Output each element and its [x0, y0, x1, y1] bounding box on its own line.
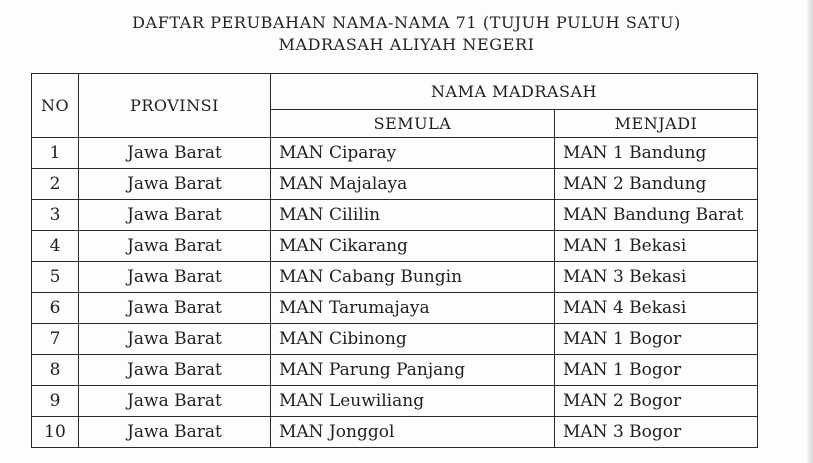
cell-semula: MAN Parung Panjang — [271, 355, 555, 386]
header-no: NO — [32, 74, 79, 138]
cell-provinsi: Jawa Barat — [79, 386, 271, 417]
document-title-line2: MADRASAH ALIYAH NEGERI — [278, 35, 535, 54]
cell-menjadi: MAN 1 Bogor — [555, 355, 758, 386]
cell-menjadi: MAN Bandung Barat — [555, 200, 758, 231]
cell-provinsi: Jawa Barat — [79, 417, 271, 448]
table-row — [32, 169, 758, 200]
table-row — [32, 386, 758, 417]
table-row — [32, 355, 758, 386]
cell-menjadi: MAN 1 Bekasi — [555, 231, 758, 262]
cell-provinsi: Jawa Barat — [79, 169, 271, 200]
header-nama-madrasah: NAMA MADRASAH — [271, 74, 758, 110]
madrasah-rename-table — [31, 73, 758, 448]
cell-semula: MAN Ciparay — [271, 138, 555, 169]
document-title-line1: DAFTAR PERUBAHAN NAMA-NAMA 71 (TUJUH PULUH SATU) — [132, 13, 681, 32]
cell-semula: MAN Cabang Bungin — [271, 262, 555, 293]
header-menjadi: MENJADI — [555, 110, 758, 138]
cell-provinsi: Jawa Barat — [79, 138, 271, 169]
cell-no: 3 — [32, 200, 79, 231]
table-row — [32, 417, 758, 448]
cell-no: 2 — [32, 169, 79, 200]
cell-semula: MAN Leuwiliang — [271, 386, 555, 417]
cell-no: 5 — [32, 262, 79, 293]
cell-semula: MAN Cikarang — [271, 231, 555, 262]
cell-menjadi: MAN 3 Bekasi — [555, 262, 758, 293]
header-provinsi: PROVINSI — [79, 74, 271, 138]
cell-menjadi: MAN 4 Bekasi — [555, 293, 758, 324]
cell-provinsi: Jawa Barat — [79, 262, 271, 293]
page-edge — [807, 0, 813, 463]
cell-no: 7 — [32, 324, 79, 355]
cell-no: 10 — [32, 417, 79, 448]
table-row — [32, 138, 758, 169]
cell-no: 9 — [32, 386, 79, 417]
cell-menjadi: MAN 2 Bogor — [555, 386, 758, 417]
cell-no: 6 — [32, 293, 79, 324]
table-row — [32, 293, 758, 324]
cell-semula: MAN Tarumajaya — [271, 293, 555, 324]
cell-menjadi: MAN 1 Bandung — [555, 138, 758, 169]
table-row — [32, 324, 758, 355]
cell-semula: MAN Cibinong — [271, 324, 555, 355]
cell-semula: MAN Majalaya — [271, 169, 555, 200]
cell-no: 4 — [32, 231, 79, 262]
cell-provinsi: Jawa Barat — [79, 293, 271, 324]
cell-no: 8 — [32, 355, 79, 386]
cell-semula: MAN Jonggol — [271, 417, 555, 448]
cell-menjadi: MAN 3 Bogor — [555, 417, 758, 448]
cell-no: 1 — [32, 138, 79, 169]
table-row — [32, 231, 758, 262]
cell-menjadi: MAN 1 Bogor — [555, 324, 758, 355]
header-semula: SEMULA — [271, 110, 555, 138]
cell-menjadi: MAN 2 Bandung — [555, 169, 758, 200]
table-row — [32, 262, 758, 293]
cell-provinsi: Jawa Barat — [79, 200, 271, 231]
table-row — [32, 200, 758, 231]
cell-provinsi: Jawa Barat — [79, 231, 271, 262]
cell-provinsi: Jawa Barat — [79, 355, 271, 386]
cell-provinsi: Jawa Barat — [79, 324, 271, 355]
cell-semula: MAN Cililin — [271, 200, 555, 231]
